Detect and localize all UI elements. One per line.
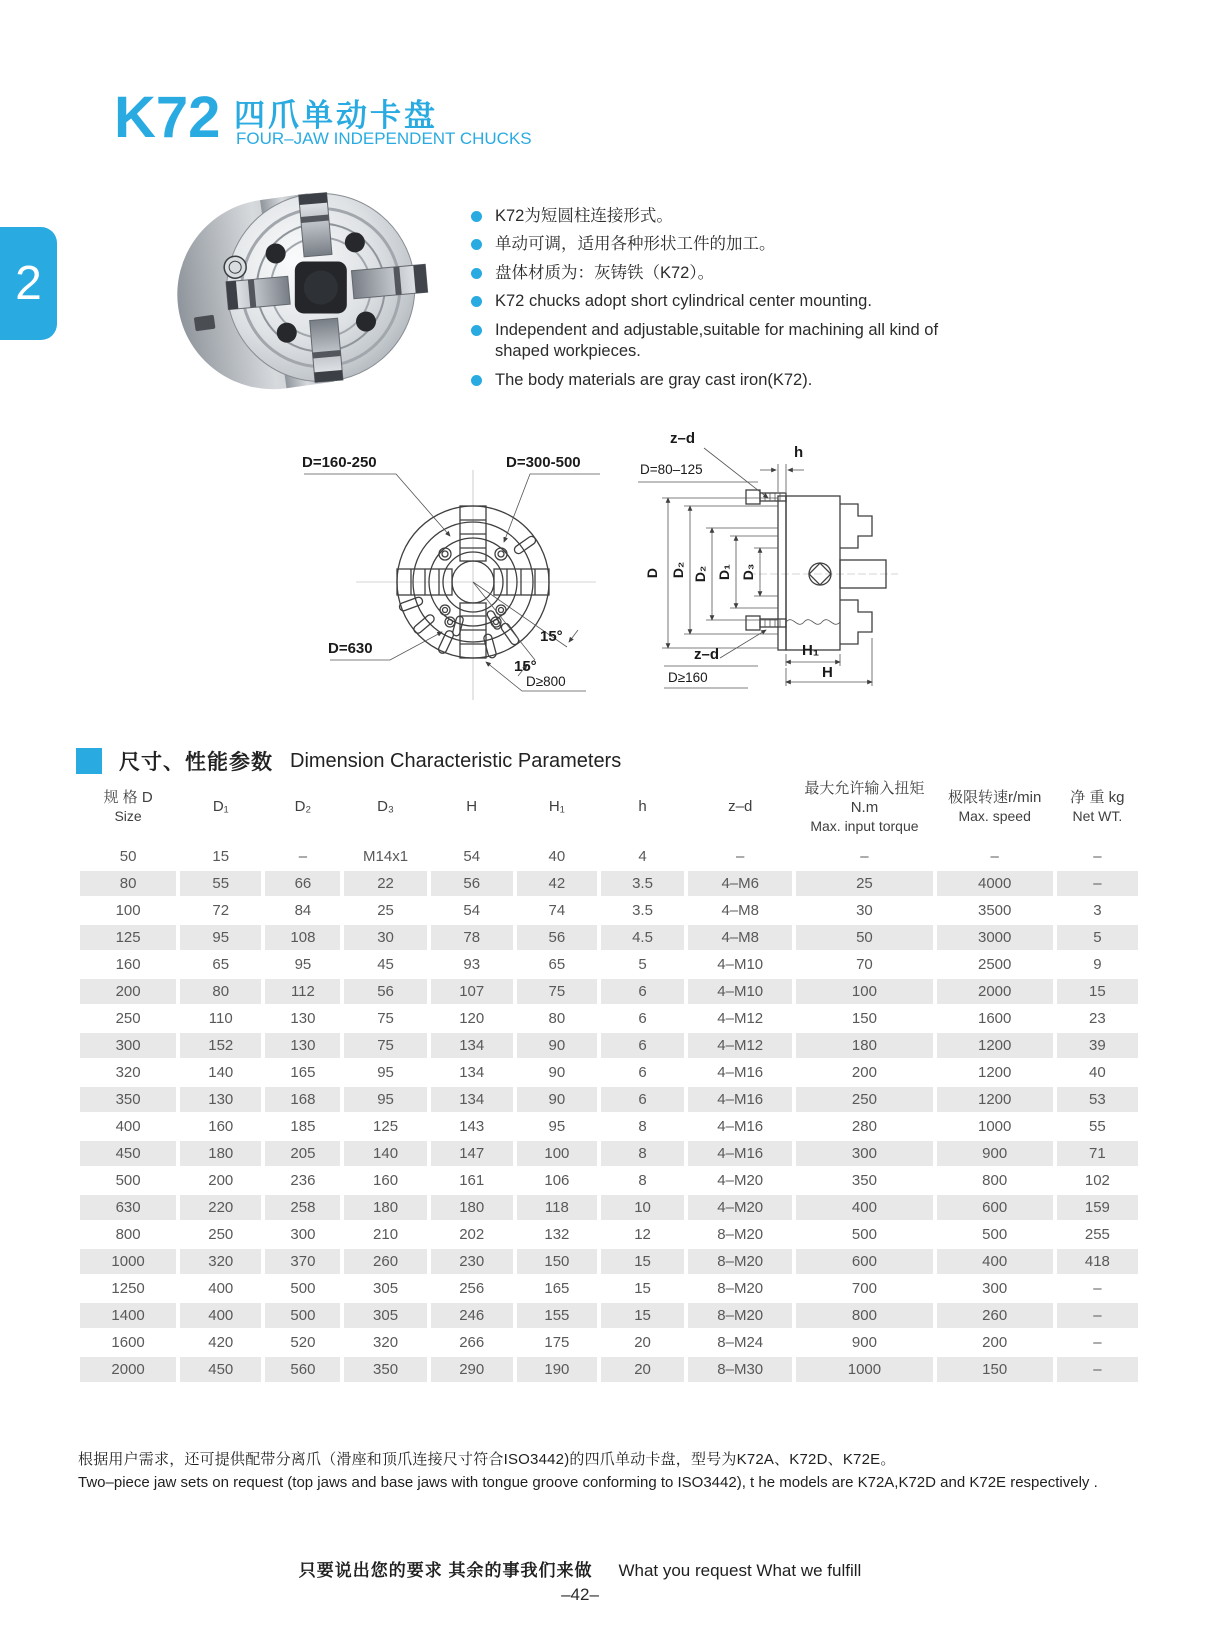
table-row: 80 55 66 22 56 42 3.5 4–M6 25 4000 – <box>78 871 1140 898</box>
front-label-d630: D=630 <box>328 640 373 657</box>
table-row: 50 15 – M14x1 54 40 4 – – – – <box>78 844 1140 871</box>
column-header: D₁ <box>212 798 229 816</box>
table-row: 500 200 236 160 161 106 8 4–M20 350 800 102 <box>78 1168 1140 1195</box>
section-label-d160: D≥160 <box>668 670 708 685</box>
section-label-zd-bottom: z–d <box>694 646 720 663</box>
feature-item: Independent and adjustable,suitable for machining all kind of shaped workpieces. <box>468 320 975 363</box>
table-row: 100 72 84 25 54 74 3.5 4–M8 30 3500 3 <box>78 898 1140 925</box>
table-row: 350 130 168 95 134 90 6 4–M16 250 1200 53 <box>78 1087 1140 1114</box>
table-row: 250 110 130 75 120 80 6 4–M12 150 1600 23 <box>78 1006 1140 1033</box>
section-marker-square <box>76 748 102 774</box>
section-label-H: H <box>822 664 833 681</box>
chapter-number: 2 <box>15 257 42 310</box>
table-row: 1600 420 520 320 266 175 20 8–M24 900 200 – <box>78 1330 1140 1357</box>
table-row: 450 180 205 140 147 100 8 4–M16 300 900 71 <box>78 1141 1140 1168</box>
table-row: 1000 320 370 260 230 150 15 8–M20 600 400 418 <box>78 1249 1140 1276</box>
table-row: 1250 400 500 305 256 165 15 8–M20 700 300 – <box>78 1276 1140 1303</box>
front-view-drawing <box>278 414 623 706</box>
footer-tagline-en: What you request What we fulfill <box>618 1561 862 1580</box>
parameters-title-zh: 尺寸、性能参数 <box>119 751 273 774</box>
front-label-d800: D≥800 <box>526 674 566 689</box>
feature-item: 单动可调，适用各种形状工件的加工。 <box>468 234 975 255</box>
column-header: h <box>638 798 647 816</box>
feature-item: 盘体材质为：灰铸铁（K72）。 <box>468 263 975 284</box>
front-label-d300-500: D=300-500 <box>506 454 581 471</box>
product-photo <box>135 178 465 406</box>
column-header: 净 重 kg Net WT. <box>1070 789 1125 825</box>
footnotes <box>78 1448 1153 1491</box>
parameters-table <box>78 780 1140 1384</box>
section-label-D2b: D₂ <box>692 565 708 583</box>
column-header: 极限转速r/min Max. speed <box>948 789 1042 825</box>
cross-section-drawing <box>608 408 900 700</box>
page-title-en: FOUR–JAW INDEPENDENT CHUCKS <box>236 129 532 148</box>
table-body <box>78 844 1140 1384</box>
table-row: 400 160 185 125 143 95 8 4–M16 280 1000 55 <box>78 1114 1140 1141</box>
front-label-15-lower: 15° <box>514 658 537 675</box>
feature-item: K72 chucks adopt short cylindrical center mounting. <box>468 291 975 312</box>
model-code: K72 <box>114 85 221 150</box>
table-row: 160 65 95 45 93 65 5 4–M10 70 2500 9 <box>78 952 1140 979</box>
section-label-zd-top: z–d <box>670 430 696 447</box>
chuck-photo-drawing <box>135 178 465 406</box>
footer-tagline <box>0 1556 1160 1581</box>
column-header: H₁ <box>548 798 565 816</box>
column-header: D₂ <box>294 798 312 816</box>
section-label-D2a: D₂ <box>670 561 686 579</box>
column-header: z–d <box>728 798 753 816</box>
footnote-zh: 根据用户需求，还可提供配带分离爪（滑座和顶爪连接尺寸符合ISO3442)的四爪单动卡盘，型号为K72A、K72D、K72E。 <box>78 1451 896 1468</box>
section-label-D: D <box>644 567 660 579</box>
section-label-D1: D₁ <box>716 564 732 580</box>
table-row: 800 250 300 210 202 132 12 8–M20 500 500 255 <box>78 1222 1140 1249</box>
section-label-d80-125: D=80–125 <box>640 462 703 477</box>
feature-item: The body materials are gray cast iron(K72). <box>468 370 975 391</box>
feature-list <box>468 206 1118 398</box>
column-header: D₃ <box>377 798 395 816</box>
table-header <box>78 780 1140 844</box>
section-label-D3: D₃ <box>740 563 756 581</box>
parameters-title-en: Dimension Characteristic Parameters <box>290 749 622 772</box>
front-label-d160-250: D=160-250 <box>302 454 377 471</box>
footer-tagline-zh: 只要说出您的要求 其余的事我们来做 <box>298 1561 593 1580</box>
column-header: 规 格 D Size <box>103 789 153 825</box>
column-header: H <box>466 798 478 816</box>
page-title-zh: 四爪单动卡盘 <box>234 98 438 133</box>
front-label-15-upper: 15° <box>540 628 563 645</box>
section-label-h: h <box>794 444 804 461</box>
table-row: 630 220 258 180 180 118 10 4–M20 400 600 159 <box>78 1195 1140 1222</box>
parameters-section-header <box>76 746 621 776</box>
column-header: 最大允许输入扭矩N.m Max. input torque <box>804 780 925 834</box>
table-row: 300 152 130 75 134 90 6 4–M12 180 1200 39 <box>78 1033 1140 1060</box>
table-row: 125 95 108 30 78 56 4.5 4–M8 50 3000 5 <box>78 925 1140 952</box>
table-row: 320 140 165 95 134 90 6 4–M16 200 1200 40 <box>78 1060 1140 1087</box>
table-row: 1400 400 500 305 246 155 15 8–M20 800 260 – <box>78 1303 1140 1330</box>
footnote-en: Two–piece jaw sets on request (top jaws and base jaws with tongue groove conforming to ISO3442), t he models are K72A,K72D and K72E respectively . <box>78 1474 1098 1491</box>
section-label-H1: H₁ <box>802 642 820 659</box>
feature-item: K72为短圆柱连接形式。 <box>468 206 975 227</box>
table-row: 200 80 112 56 107 75 6 4–M10 100 2000 15 <box>78 979 1140 1006</box>
table-row: 2000 450 560 350 290 190 20 8–M30 1000 150 – <box>78 1357 1140 1384</box>
page-number: –42– <box>561 1585 599 1604</box>
table-header-row <box>78 780 1140 844</box>
chapter-tab <box>0 227 57 340</box>
